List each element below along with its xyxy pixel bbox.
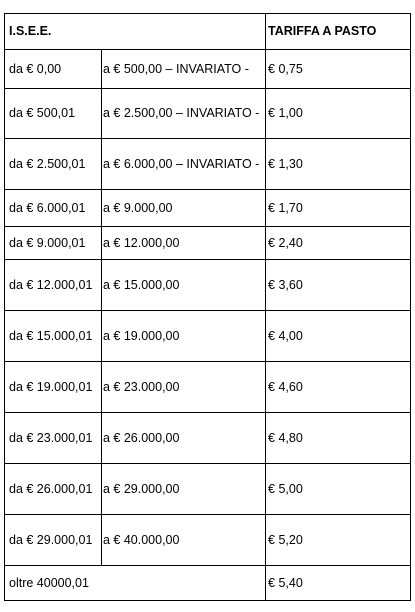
from-cell: da € 9.000,01: [5, 227, 102, 260]
table-row-last: [5, 566, 411, 601]
price-cell: € 1,30: [266, 139, 411, 190]
from-cell: da € 26.000,01: [5, 464, 102, 515]
table-row: [5, 464, 411, 515]
isee-header: I.S.E.E.: [5, 14, 266, 50]
table-row: [5, 362, 411, 413]
price-cell: € 5,40: [266, 566, 411, 601]
price-cell: € 5,00: [266, 464, 411, 515]
table-row: [5, 89, 411, 139]
table-row: [5, 413, 411, 464]
from-cell: da € 500,01: [5, 89, 102, 139]
to-cell: a € 6.000,00 – INVARIATO -: [102, 139, 266, 190]
table-row: [5, 227, 411, 260]
from-cell: da € 29.000,01: [5, 515, 102, 566]
table-header-row: [5, 14, 411, 50]
table-row: [5, 260, 411, 311]
from-cell: da € 0,00: [5, 50, 102, 89]
price-cell: € 2,40: [266, 227, 411, 260]
from-cell: da € 2.500,01: [5, 139, 102, 190]
table-row: [5, 311, 411, 362]
range-cell: oltre 40000,01: [5, 566, 266, 601]
tariff-header: TARIFFA A PASTO: [266, 14, 411, 50]
to-cell: a € 19.000,00: [102, 311, 266, 362]
price-cell: € 1,70: [266, 190, 411, 227]
from-cell: da € 19.000,01: [5, 362, 102, 413]
price-cell: € 5,20: [266, 515, 411, 566]
table-row: [5, 190, 411, 227]
table-row: [5, 50, 411, 89]
from-cell: da € 15.000,01: [5, 311, 102, 362]
from-cell: da € 23.000,01: [5, 413, 102, 464]
price-cell: € 0,75: [266, 50, 411, 89]
to-cell: a € 23.000,00: [102, 362, 266, 413]
to-cell: a € 26.000,00: [102, 413, 266, 464]
price-cell: € 4,80: [266, 413, 411, 464]
price-cell: € 4,60: [266, 362, 411, 413]
table-row: [5, 139, 411, 190]
to-cell: a € 9.000,00: [102, 190, 266, 227]
to-cell: a € 2.500,00 – INVARIATO -: [102, 89, 266, 139]
price-cell: € 3,60: [266, 260, 411, 311]
isee-tariff-table: [4, 13, 411, 601]
table-row: [5, 515, 411, 566]
to-cell: a € 40.000,00: [102, 515, 266, 566]
to-cell: a € 29.000,00: [102, 464, 266, 515]
price-cell: € 4,00: [266, 311, 411, 362]
to-cell: a € 15.000,00: [102, 260, 266, 311]
from-cell: da € 12.000,01: [5, 260, 102, 311]
from-cell: da € 6.000,01: [5, 190, 102, 227]
price-cell: € 1,00: [266, 89, 411, 139]
to-cell: a € 12.000,00: [102, 227, 266, 260]
to-cell: a € 500,00 – INVARIATO -: [102, 50, 266, 89]
